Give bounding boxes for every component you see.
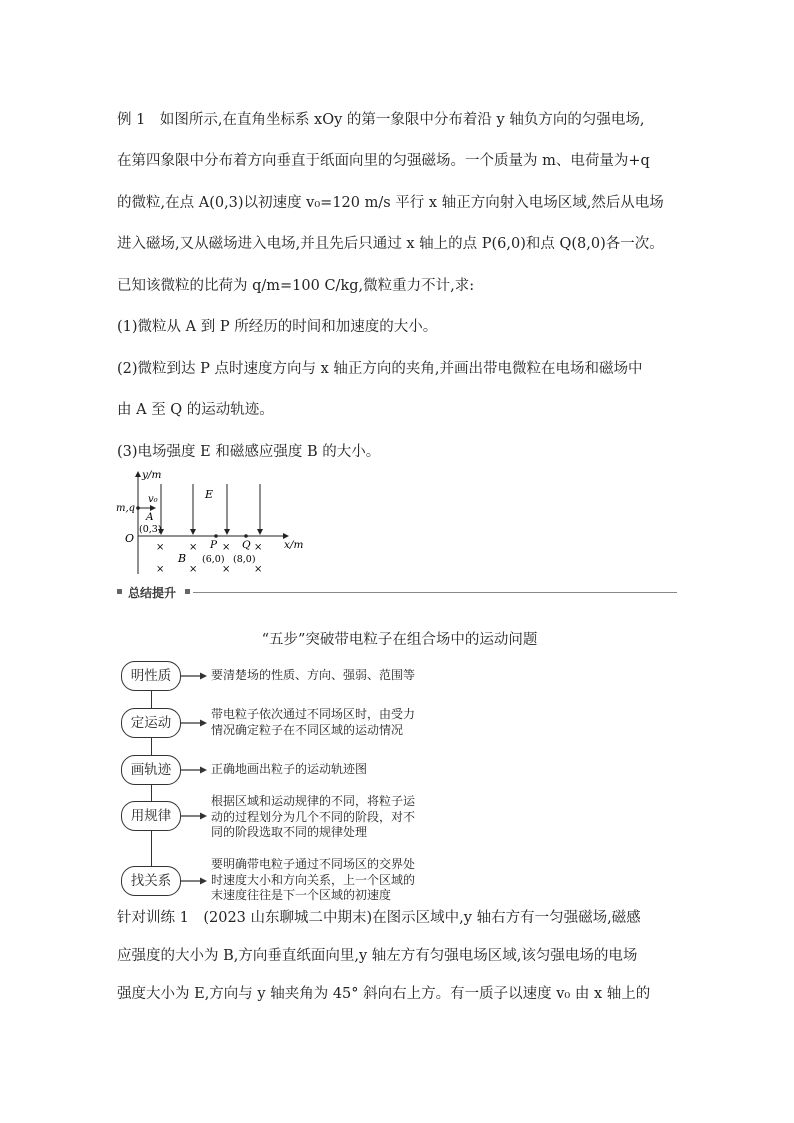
section-marker [185, 589, 190, 594]
training-line-2: 应强度的大小为 B,方向垂直纸面向里,y 轴左方有匀强电场区域,该匀强电场的电场 [117, 948, 638, 964]
question-2-line-1: (2)微粒到达 P 点时速度方向与 x 轴正方向的夹角,并画出带电微粒在电场和磁场中 [117, 361, 643, 377]
arrow-icon [181, 672, 207, 680]
point-p-dot [214, 534, 218, 538]
svg-text:×: × [254, 542, 263, 553]
question-2-line-2: 由 A 至 Q 的运动轨迹。 [117, 402, 274, 418]
summary-section-header [117, 584, 677, 602]
question-1: (1)微粒从 A 到 P 所经历的时间和加速度的大小。 [117, 319, 438, 335]
arrow-icon [181, 812, 207, 820]
step-text-trajectory: 正确地画出粒子的运动轨迹图 [211, 762, 368, 776]
connector-line [151, 737, 152, 755]
y-axis-label: y/m [142, 469, 162, 481]
step-node-laws: 用规律 [121, 801, 181, 831]
step-node-nature: 明性质 [121, 661, 181, 691]
connector-line [151, 830, 152, 866]
mass-charge-label: m,q [116, 503, 136, 514]
svg-text:×: × [222, 564, 231, 575]
point-q-coords: (8,0) [233, 554, 256, 565]
training-line-3: 强度大小为 E,方向与 y 轴夹角为 45° 斜向右上方。有一质子以速度 v₀ 由 x 轴上的 [117, 986, 651, 1002]
section-marker [117, 589, 122, 594]
training-line-1: 针对训练 1 (2023 山东聊城二中期末)在图示区域中,y 轴右方有一匀强磁场,磁感 [117, 910, 641, 926]
svg-text:×: × [156, 564, 165, 575]
connector-line [151, 784, 152, 801]
arrow-icon [181, 877, 207, 885]
arrow-icon [181, 766, 207, 774]
connector-line [151, 690, 152, 708]
point-a-coords: (0,3) [139, 524, 162, 535]
step-node-trajectory: 画轨迹 [121, 755, 181, 785]
step-text-motion: 带电粒子依次通过不同场区时，由受力 情况确定粒子在不同区域的运动情况 [211, 707, 416, 737]
point-q-label: Q [242, 539, 251, 551]
svg-text:×: × [156, 542, 165, 553]
example-line-3: 的微粒,在点 A(0,3)以初速度 v₀=120 m/s 平行 x 轴正方向射入电场区域,然后从电场 [117, 195, 664, 211]
example-line-4: 进入磁场,又从磁场进入电场,并且先后只通过 x 轴上的点 P(6,0)和点 Q(8,0)各一次。 [117, 236, 664, 252]
svg-text:×: × [222, 542, 231, 553]
svg-text:×: × [189, 564, 198, 575]
step-node-motion: 定运动 [121, 708, 181, 738]
origin-label: O [125, 532, 135, 545]
arrow-icon [181, 719, 207, 727]
step-text-nature: 要清楚场的性质、方向、强弱、范围等 [211, 668, 416, 682]
field-diagram [112, 466, 312, 578]
point-a-label: A [146, 511, 154, 523]
example-line-1: 例 1 如图所示,在直角坐标系 xOy 的第一象限中分布着沿 y 轴负方向的匀强电场, [117, 112, 645, 128]
point-q-dot [244, 534, 248, 538]
x-axis-label: x/m [284, 539, 304, 551]
section-label: 总结提升 [128, 586, 177, 600]
velocity-label: v₀ [148, 494, 158, 505]
example-line-2: 在第四象限中分布着方向垂直于纸面向里的匀强磁场。一个质量为 m、电荷量为+q [117, 153, 650, 169]
step-text-laws: 根据区域和运动规律的不同，将粒子运 动的过程划分为几个不同的阶段，对不 同的阶段选取不同的规律处理 [211, 794, 416, 839]
step-text-relations: 要明确带电粒子通过不同场区的交界处 时速度大小和方向关系，上一个区域的 末速度往往是下一个区域的初速度 [211, 857, 416, 902]
question-3: (3)电场强度 E 和磁感应强度 B 的大小。 [117, 444, 381, 460]
flowchart-title: “五步”突破带电粒子在组合场中的运动问题 [261, 632, 538, 648]
section-rule [193, 592, 677, 593]
svg-text:×: × [254, 564, 263, 575]
point-p-coords: (6,0) [202, 554, 225, 565]
b-field-label: B [178, 552, 187, 565]
example-line-5: 已知该微粒的比荷为 q/m=100 C/kg,微粒重力不计,求: [117, 278, 475, 294]
point-p-label: P [210, 539, 218, 551]
step-node-relations: 找关系 [121, 866, 181, 896]
e-field-label: E [205, 488, 214, 501]
svg-text:×: × [189, 542, 198, 553]
